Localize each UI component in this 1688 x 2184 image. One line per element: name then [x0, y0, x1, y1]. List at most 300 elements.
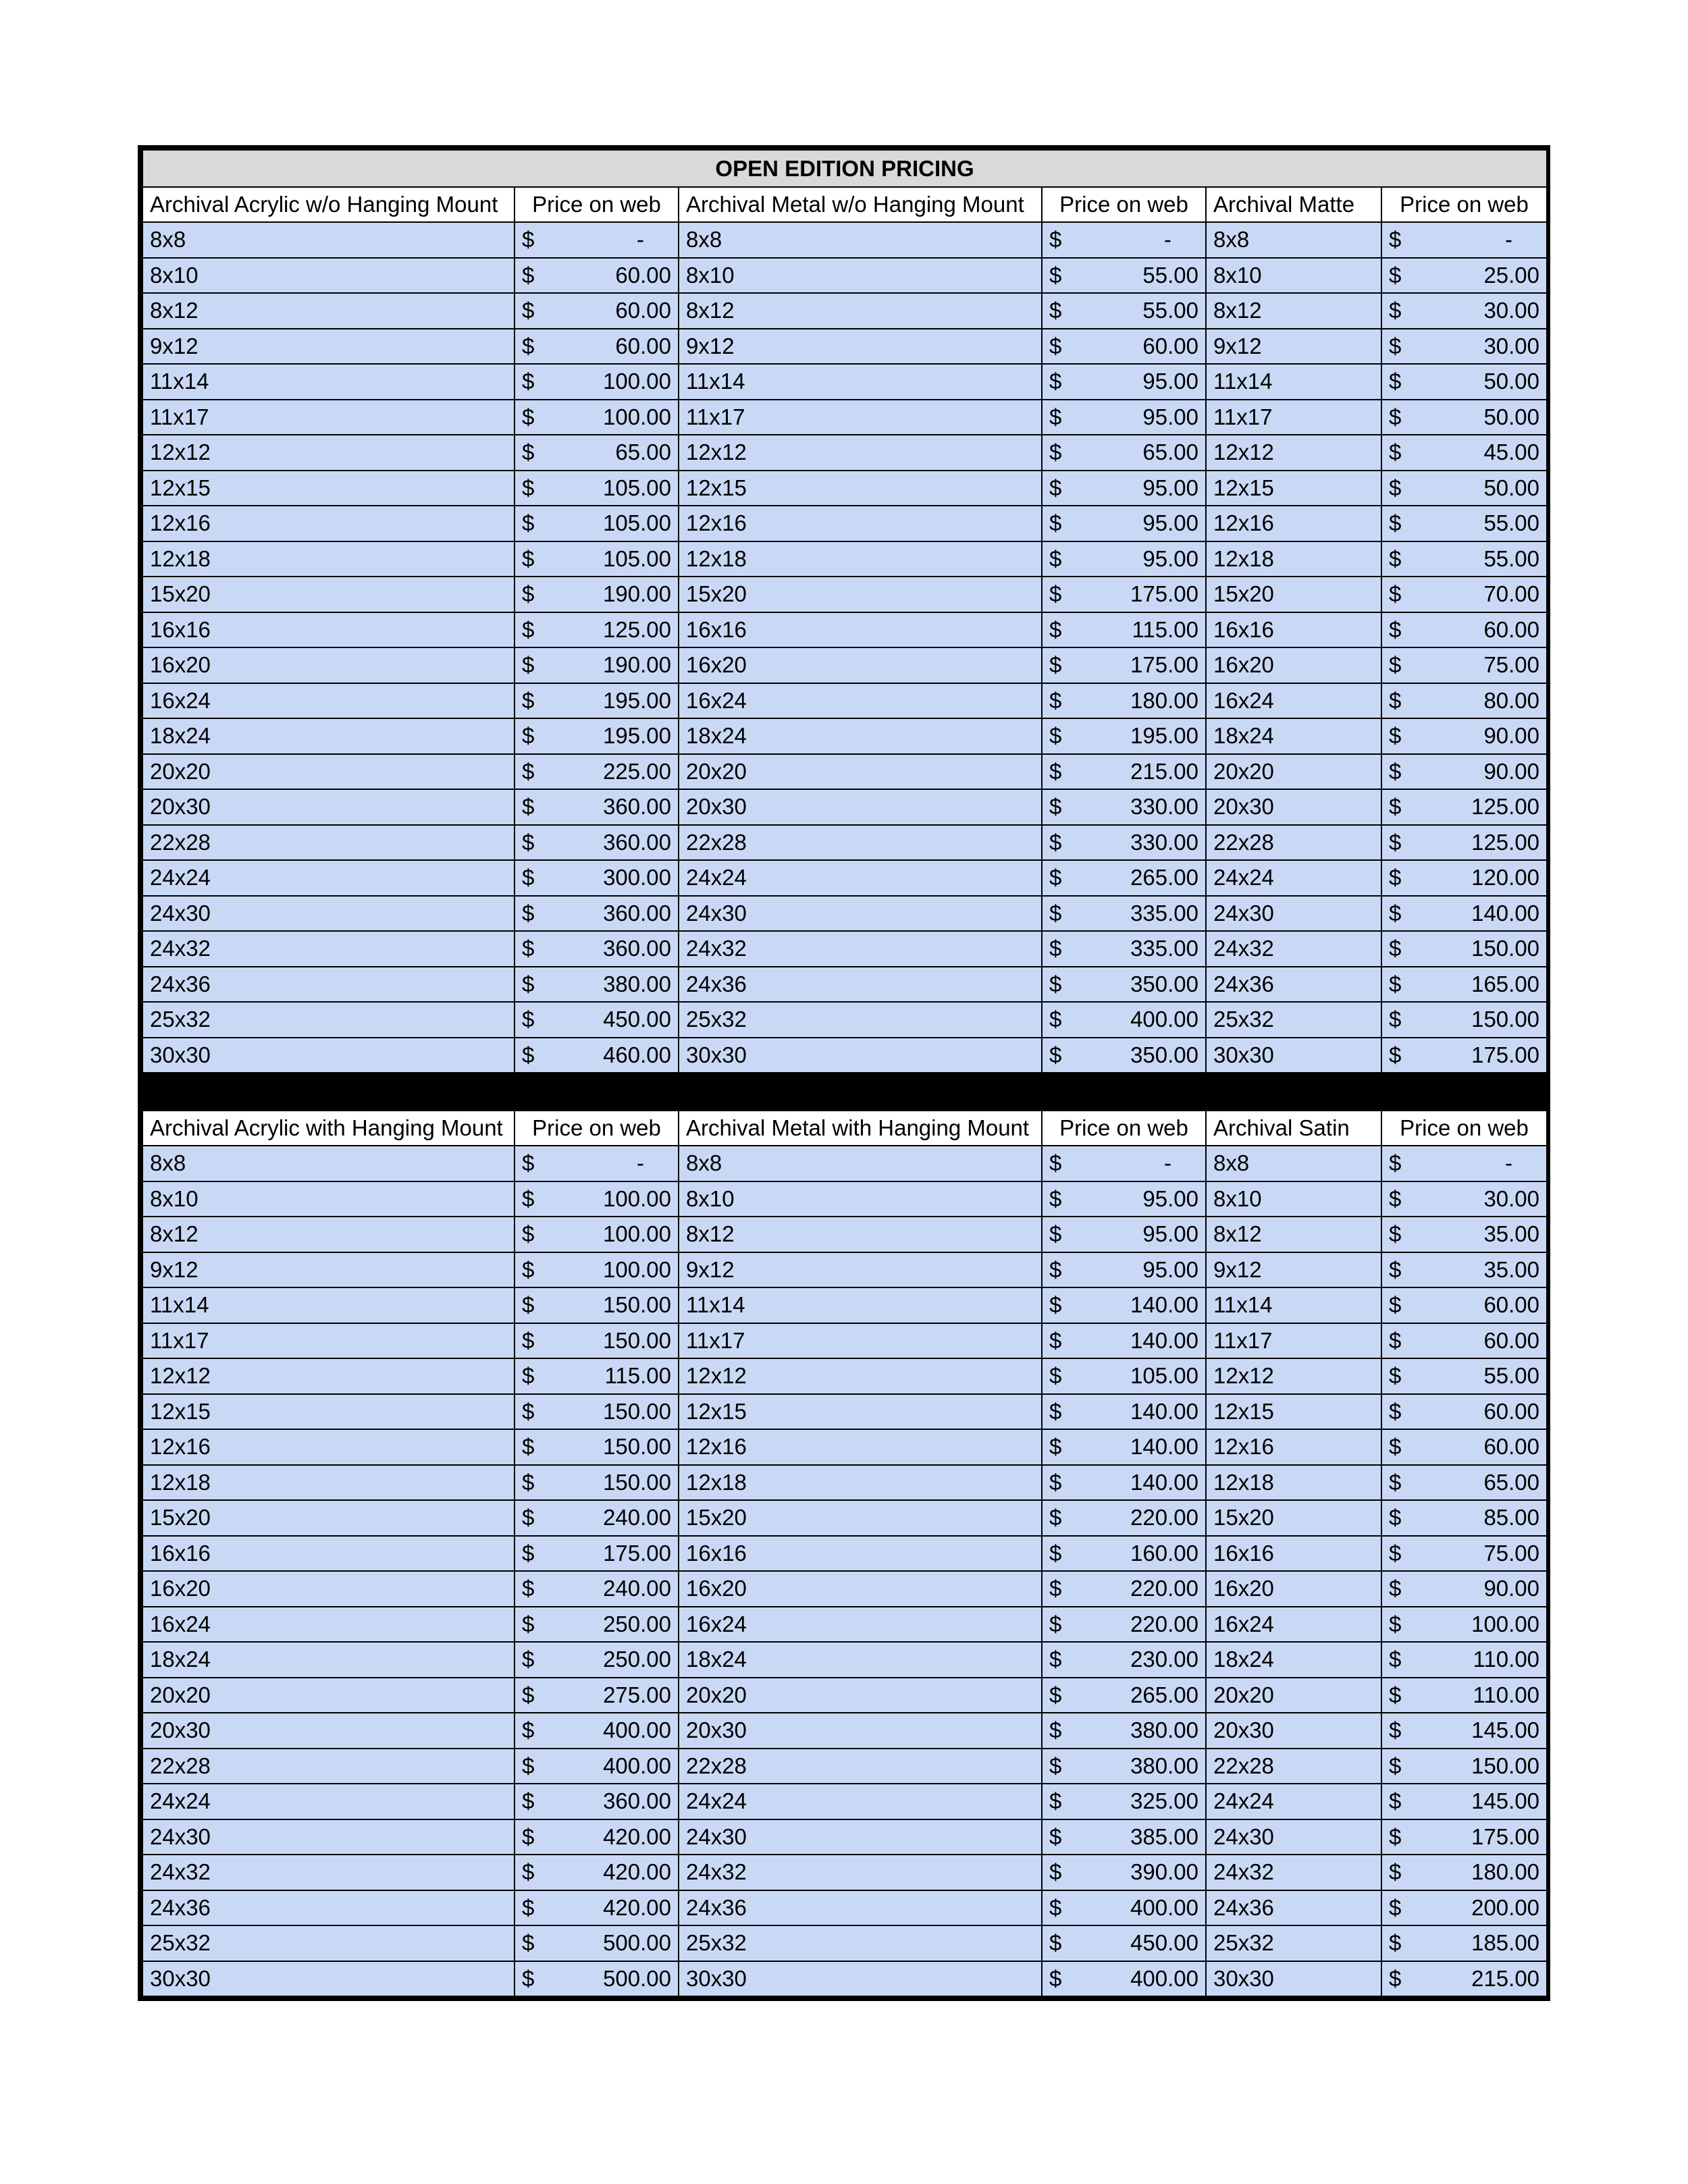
table-row [142, 754, 1547, 790]
size-cell: 12x18 [679, 541, 1042, 577]
price-cell [515, 1500, 679, 1536]
size-cell: 16x24 [142, 683, 515, 719]
currency-symbol: $ [1049, 1753, 1062, 1778]
size-cell: 12x16 [679, 1429, 1042, 1465]
price-amount: 140.00 [1130, 1398, 1198, 1424]
price-amount: 400.00 [1130, 1965, 1198, 1991]
price-amount: - [1164, 1150, 1171, 1176]
price-amount: 330.00 [1130, 829, 1198, 855]
price-amount: 420.00 [603, 1859, 671, 1885]
price-amount: 60.00 [615, 298, 671, 323]
table-row [142, 612, 1547, 648]
currency-symbol: $ [522, 1682, 535, 1707]
table-row [142, 931, 1547, 967]
size-cell: 24x24 [679, 1784, 1042, 1819]
price-amount: 460.00 [603, 1042, 671, 1067]
table-row [142, 1642, 1547, 1678]
price-amount: 360.00 [603, 936, 671, 961]
size-cell: 12x15 [1206, 471, 1381, 506]
price-cell [1381, 1855, 1547, 1890]
price-cell [1042, 1465, 1206, 1501]
currency-symbol: $ [522, 687, 535, 713]
price-cell [515, 825, 679, 861]
price-amount: 55.00 [1483, 510, 1540, 536]
price-amount: 115.00 [1132, 616, 1198, 642]
price-cell [1381, 1500, 1547, 1536]
price-cell [515, 258, 679, 294]
price-amount: 380.00 [603, 971, 671, 996]
price-cell [515, 1146, 679, 1181]
table-row [142, 258, 1547, 294]
size-cell: 11x14 [679, 364, 1042, 400]
size-cell: 8x10 [679, 1181, 1042, 1217]
size-cell: 24x32 [1206, 931, 1381, 967]
price-amount: 150.00 [603, 1292, 671, 1318]
currency-symbol: $ [1049, 723, 1062, 749]
currency-symbol: $ [522, 1186, 535, 1211]
table-row [142, 1607, 1547, 1643]
currency-symbol: $ [522, 1576, 535, 1601]
price-cell [515, 1002, 679, 1038]
size-cell: 30x30 [142, 1961, 515, 1997]
currency-symbol: $ [1049, 1965, 1062, 1991]
currency-symbol: $ [522, 1611, 535, 1636]
price-cell [1042, 1146, 1206, 1181]
currency-symbol: $ [1049, 687, 1062, 713]
table-row [142, 577, 1547, 612]
currency-symbol: $ [1389, 687, 1402, 713]
table-row [142, 1181, 1547, 1217]
price-amount: 215.00 [1130, 758, 1198, 784]
currency-symbol: $ [1389, 900, 1402, 926]
currency-symbol: $ [522, 1647, 535, 1672]
table-row [142, 471, 1547, 506]
currency-symbol: $ [1049, 440, 1062, 465]
currency-symbol: $ [1389, 794, 1402, 820]
currency-symbol: $ [1389, 616, 1402, 642]
price-amount: 65.00 [1483, 1469, 1540, 1495]
price-amount: 175.00 [1130, 581, 1198, 607]
price-amount: 150.00 [1471, 936, 1540, 961]
currency-symbol: $ [522, 1398, 535, 1424]
currency-symbol: $ [1049, 1823, 1062, 1849]
table-row [142, 1429, 1547, 1465]
currency-symbol: $ [1049, 1469, 1062, 1495]
price-cell [1042, 1394, 1206, 1430]
price-amount: 80.00 [1483, 687, 1540, 713]
currency-symbol: $ [1049, 1717, 1062, 1743]
currency-symbol: $ [1049, 1256, 1062, 1282]
price-amount: 150.00 [603, 1469, 671, 1495]
currency-symbol: $ [1389, 1469, 1402, 1495]
price-cell [1381, 364, 1547, 400]
size-cell: 11x17 [142, 400, 515, 435]
currency-symbol: $ [522, 652, 535, 678]
currency-symbol: $ [1389, 1398, 1402, 1424]
price-cell [515, 471, 679, 506]
size-cell: 11x17 [679, 400, 1042, 435]
price-cell [1381, 1642, 1547, 1678]
price-amount: 180.00 [1130, 687, 1198, 713]
price-cell [1042, 1002, 1206, 1038]
price-cell [1042, 1252, 1206, 1288]
size-cell: 30x30 [679, 1038, 1042, 1073]
currency-symbol: $ [1389, 1965, 1402, 1991]
price-amount: 125.00 [1471, 794, 1540, 820]
table-row [142, 825, 1547, 861]
size-cell: 12x15 [679, 471, 1042, 506]
size-cell: 16x20 [142, 1571, 515, 1607]
price-amount: 420.00 [603, 1894, 671, 1920]
currency-symbol: $ [522, 1859, 535, 1885]
price-cell [1042, 860, 1206, 896]
currency-symbol: $ [522, 1007, 535, 1032]
price-amount: 60.00 [1483, 1398, 1540, 1424]
price-cell [1042, 1429, 1206, 1465]
currency-symbol: $ [522, 262, 535, 288]
table-row [142, 1287, 1547, 1323]
size-cell: 30x30 [679, 1961, 1042, 1997]
price-amount: 265.00 [1130, 865, 1198, 890]
price-amount: 250.00 [603, 1647, 671, 1672]
currency-symbol: $ [1389, 1717, 1402, 1743]
size-cell: 18x24 [1206, 718, 1381, 754]
currency-symbol: $ [522, 1788, 535, 1814]
price-cell [1381, 1925, 1547, 1961]
price-cell [515, 1358, 679, 1394]
price-amount: 105.00 [603, 545, 671, 571]
price-amount: 380.00 [1130, 1753, 1198, 1778]
currency-symbol: $ [522, 1042, 535, 1067]
price-amount: 105.00 [603, 510, 671, 536]
table-row [142, 1500, 1547, 1536]
price-cell [515, 1465, 679, 1501]
price-amount: 150.00 [1471, 1007, 1540, 1032]
price-cell [1042, 1678, 1206, 1713]
price-cell [1381, 435, 1547, 471]
size-cell: 24x32 [679, 1855, 1042, 1890]
size-cell: 24x30 [1206, 896, 1381, 932]
price-cell [1042, 1749, 1206, 1784]
table-row [142, 1002, 1547, 1038]
size-cell: 12x18 [1206, 1465, 1381, 1501]
price-cell [515, 612, 679, 648]
size-cell: 25x32 [679, 1925, 1042, 1961]
currency-symbol: $ [1049, 1894, 1062, 1920]
size-cell: 20x20 [679, 754, 1042, 790]
price-cell [1381, 1146, 1547, 1181]
table-row [142, 1713, 1547, 1749]
price-amount: 65.00 [1142, 440, 1198, 465]
size-cell: 11x14 [1206, 1287, 1381, 1323]
price-cell [515, 1890, 679, 1926]
price-cell [515, 683, 679, 719]
price-amount: 90.00 [1483, 723, 1540, 749]
price-amount: - [1505, 1150, 1513, 1176]
currency-symbol: $ [1389, 1647, 1402, 1672]
currency-symbol: $ [1049, 475, 1062, 500]
size-cell: 8x8 [1206, 1146, 1381, 1181]
price-amount: 195.00 [603, 687, 671, 713]
price-amount: 120.00 [1471, 865, 1540, 890]
currency-symbol: $ [1389, 829, 1402, 855]
price-cell [1381, 1002, 1547, 1038]
price-cell [515, 1607, 679, 1643]
price-amount: 140.00 [1130, 1434, 1198, 1460]
section-divider [142, 1073, 1547, 1111]
currency-symbol: $ [1389, 298, 1402, 323]
price-amount: 240.00 [603, 1576, 671, 1601]
price-amount: 100.00 [603, 1221, 671, 1247]
price-amount: 335.00 [1130, 936, 1198, 961]
currency-symbol: $ [1049, 1505, 1062, 1530]
price-amount: 55.00 [1483, 545, 1540, 571]
size-cell: 12x12 [679, 435, 1042, 471]
price-column-header: Price on web [515, 187, 679, 222]
price-cell [515, 400, 679, 435]
size-cell: 12x18 [1206, 541, 1381, 577]
price-cell [1381, 896, 1547, 932]
pricing-sheet [138, 145, 1550, 2001]
price-cell [515, 1536, 679, 1572]
price-cell [1042, 1819, 1206, 1855]
price-cell [1381, 1465, 1547, 1501]
table-row [142, 1146, 1547, 1181]
price-column-header: Price on web [1042, 1111, 1206, 1146]
size-cell: 24x24 [1206, 1784, 1381, 1819]
price-cell [1381, 1394, 1547, 1430]
price-cell [515, 222, 679, 258]
price-cell [515, 1642, 679, 1678]
size-cell: 9x12 [142, 1252, 515, 1288]
price-amount: 95.00 [1142, 1221, 1198, 1247]
price-cell [515, 1252, 679, 1288]
currency-symbol: $ [1389, 1150, 1402, 1176]
size-cell: 20x30 [1206, 789, 1381, 825]
price-amount: 95.00 [1142, 404, 1198, 429]
currency-symbol: $ [1389, 652, 1402, 678]
size-cell: 8x8 [142, 222, 515, 258]
price-cell [1381, 258, 1547, 294]
price-amount: 175.00 [1471, 1042, 1540, 1067]
currency-symbol: $ [522, 369, 535, 394]
price-amount: 35.00 [1483, 1221, 1540, 1247]
size-cell: 16x20 [679, 1571, 1042, 1607]
table-row [142, 1465, 1547, 1501]
size-cell: 20x20 [1206, 754, 1381, 790]
price-amount: 400.00 [1130, 1894, 1198, 1920]
size-cell: 15x20 [142, 1500, 515, 1536]
currency-symbol: $ [1389, 1327, 1402, 1353]
table-row [142, 1038, 1547, 1073]
price-amount: 60.00 [1483, 1327, 1540, 1353]
currency-symbol: $ [1389, 1753, 1402, 1778]
size-cell: 16x24 [679, 683, 1042, 719]
price-amount: 95.00 [1142, 475, 1198, 500]
price-amount: 330.00 [1130, 794, 1198, 820]
price-cell [1381, 789, 1547, 825]
size-cell: 15x20 [1206, 577, 1381, 612]
size-cell: 8x10 [679, 258, 1042, 294]
price-amount: 215.00 [1471, 1965, 1540, 1991]
size-cell: 8x10 [142, 258, 515, 294]
table-row [142, 1890, 1547, 1926]
price-amount: - [637, 227, 644, 252]
price-amount: 70.00 [1483, 581, 1540, 607]
currency-symbol: $ [1389, 581, 1402, 607]
price-cell [515, 329, 679, 365]
size-cell: 16x20 [142, 647, 515, 683]
size-cell: 11x17 [1206, 400, 1381, 435]
price-cell [1042, 1536, 1206, 1572]
size-cell: 12x15 [1206, 1394, 1381, 1430]
price-amount: 250.00 [603, 1611, 671, 1636]
size-cell: 16x16 [142, 1536, 515, 1572]
currency-symbol: $ [1049, 652, 1062, 678]
table-row [142, 222, 1547, 258]
table-row [142, 1784, 1547, 1819]
currency-symbol: $ [1049, 333, 1062, 358]
table-row [142, 506, 1547, 541]
price-cell [1381, 1217, 1547, 1252]
price-cell [1381, 825, 1547, 861]
price-amount: 360.00 [603, 794, 671, 820]
price-cell [515, 506, 679, 541]
price-cell [515, 435, 679, 471]
price-amount: 335.00 [1130, 900, 1198, 926]
currency-symbol: $ [522, 227, 535, 252]
currency-symbol: $ [522, 1540, 535, 1566]
price-cell [1042, 1287, 1206, 1323]
price-amount: 220.00 [1130, 1505, 1198, 1530]
price-cell [1381, 718, 1547, 754]
price-cell [515, 967, 679, 1003]
price-cell [1381, 1429, 1547, 1465]
size-cell: 16x24 [1206, 683, 1381, 719]
currency-symbol: $ [1049, 1647, 1062, 1672]
currency-symbol: $ [1389, 1859, 1402, 1885]
price-amount: 195.00 [1130, 723, 1198, 749]
size-cell: 8x10 [142, 1181, 515, 1217]
currency-symbol: $ [522, 298, 535, 323]
price-cell [1042, 1890, 1206, 1926]
currency-symbol: $ [1389, 1611, 1402, 1636]
currency-symbol: $ [522, 758, 535, 784]
size-cell: 20x30 [1206, 1713, 1381, 1749]
product-column-header: Archival Metal w/o Hanging Mount [679, 187, 1042, 222]
currency-symbol: $ [522, 829, 535, 855]
price-amount: 50.00 [1483, 369, 1540, 394]
size-cell: 16x16 [1206, 612, 1381, 648]
price-amount: 25.00 [1483, 262, 1540, 288]
currency-symbol: $ [1389, 510, 1402, 536]
currency-symbol: $ [1049, 581, 1062, 607]
currency-symbol: $ [1389, 440, 1402, 465]
price-amount: 90.00 [1483, 758, 1540, 784]
price-cell [1042, 293, 1206, 329]
size-cell: 12x16 [142, 506, 515, 541]
product-column-header: Archival Metal with Hanging Mount [679, 1111, 1042, 1146]
size-cell: 24x36 [679, 1890, 1042, 1926]
size-cell: 20x20 [1206, 1678, 1381, 1713]
currency-symbol: $ [1389, 1576, 1402, 1601]
size-cell: 20x20 [142, 754, 515, 790]
currency-symbol: $ [1389, 1186, 1402, 1211]
table-row [142, 435, 1547, 471]
size-cell: 16x20 [1206, 1571, 1381, 1607]
currency-symbol: $ [1389, 262, 1402, 288]
currency-symbol: $ [1389, 1434, 1402, 1460]
currency-symbol: $ [1049, 1398, 1062, 1424]
price-amount: 195.00 [603, 723, 671, 749]
price-column-header: Price on web [1381, 1111, 1547, 1146]
currency-symbol: $ [1049, 758, 1062, 784]
currency-symbol: $ [522, 1327, 535, 1353]
size-cell: 24x24 [142, 1784, 515, 1819]
size-cell: 20x20 [679, 1678, 1042, 1713]
table-row [142, 1536, 1547, 1572]
price-cell [1381, 683, 1547, 719]
size-cell: 16x16 [1206, 1536, 1381, 1572]
table-row [142, 1323, 1547, 1359]
price-cell [1042, 1642, 1206, 1678]
price-amount: 450.00 [603, 1007, 671, 1032]
price-cell [1381, 1607, 1547, 1643]
size-cell: 25x32 [1206, 1002, 1381, 1038]
currency-symbol: $ [1389, 1363, 1402, 1389]
price-amount: 500.00 [603, 1965, 671, 1991]
size-cell: 9x12 [679, 1252, 1042, 1288]
price-cell [515, 1819, 679, 1855]
size-cell: 12x16 [679, 506, 1042, 541]
table-row [142, 400, 1547, 435]
size-cell: 24x24 [679, 860, 1042, 896]
size-cell: 24x30 [142, 1819, 515, 1855]
price-cell [1381, 1819, 1547, 1855]
price-column-header: Price on web [1042, 187, 1206, 222]
price-amount: 360.00 [603, 1788, 671, 1814]
size-cell: 12x16 [1206, 506, 1381, 541]
size-cell: 25x32 [142, 1002, 515, 1038]
currency-symbol: $ [1389, 404, 1402, 429]
price-amount: 125.00 [603, 616, 671, 642]
table-row [142, 789, 1547, 825]
currency-symbol: $ [1049, 1859, 1062, 1885]
price-cell [1042, 222, 1206, 258]
currency-symbol: $ [522, 971, 535, 996]
currency-symbol: $ [1049, 404, 1062, 429]
price-amount: 100.00 [603, 369, 671, 394]
currency-symbol: $ [1049, 1042, 1062, 1067]
price-cell [515, 1678, 679, 1713]
size-cell: 22x28 [142, 1749, 515, 1784]
price-cell [1381, 1287, 1547, 1323]
size-cell: 15x20 [679, 577, 1042, 612]
price-amount: 190.00 [603, 652, 671, 678]
price-cell [1381, 967, 1547, 1003]
currency-symbol: $ [522, 900, 535, 926]
price-cell [1381, 329, 1547, 365]
price-amount: 105.00 [1130, 1363, 1198, 1389]
price-cell [1042, 754, 1206, 790]
currency-symbol: $ [522, 1363, 535, 1389]
table-row [142, 1394, 1547, 1430]
size-cell: 22x28 [679, 825, 1042, 861]
price-amount: 110.00 [1473, 1682, 1540, 1707]
size-cell: 24x30 [679, 896, 1042, 932]
size-cell: 20x30 [679, 789, 1042, 825]
price-cell [1042, 1961, 1206, 1997]
